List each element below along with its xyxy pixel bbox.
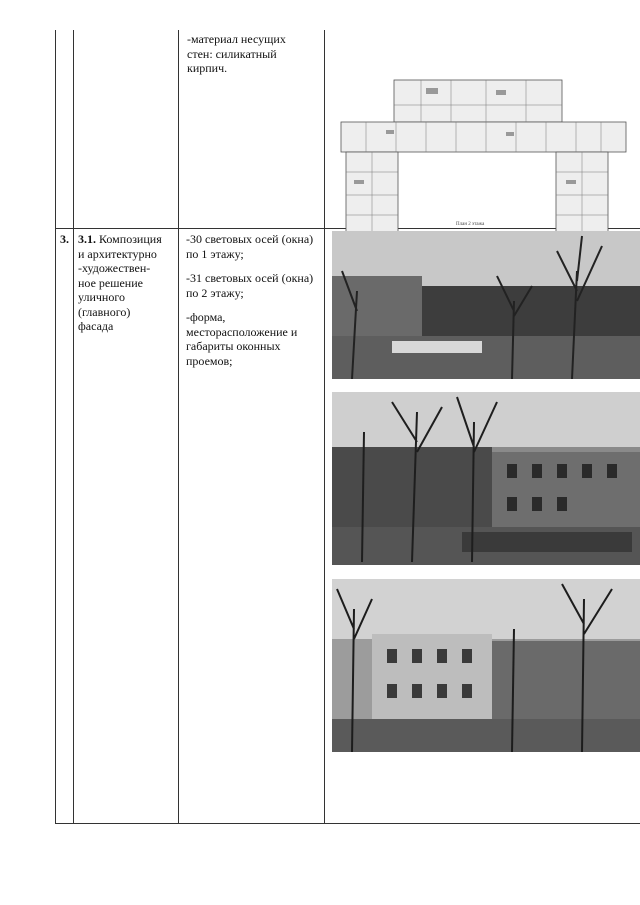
title-line: -художествен-: [78, 261, 151, 275]
row-number: 3.: [60, 232, 69, 246]
facade-photo-3: [332, 579, 640, 752]
title-line: ное решение: [78, 275, 143, 290]
title-line: Композиция: [96, 232, 162, 246]
item-windows-floor-1: -30 световых осей (окна) по 1 этажу;: [186, 232, 314, 261]
document-table: [55, 30, 640, 824]
desc-line: -материал несущих: [187, 32, 286, 46]
row-title: [78, 232, 178, 334]
item-windows-floor-2: -31 световых осей (окна) по 2 этажу;: [186, 271, 314, 300]
prev-row-description: [187, 32, 321, 76]
section-number: 3.1.: [78, 232, 96, 246]
col-line-1: [73, 30, 74, 823]
title-line: уличного: [78, 290, 125, 304]
row-items: [186, 232, 322, 378]
facade-photo-1: [332, 231, 640, 379]
desc-line: кирпич.: [187, 61, 228, 75]
title-line: и архитектурно: [78, 246, 157, 261]
plan-caption: План 2 этажа: [456, 222, 485, 227]
title-line: фасада: [78, 319, 114, 333]
item-window-openings: -форма, месторасположение и габариты оконных проемов;: [186, 310, 298, 368]
desc-line: стен: силикатный: [187, 46, 277, 61]
floor-plan-drawing: [326, 60, 639, 242]
facade-photo-2: [332, 392, 640, 565]
col-line-3: [324, 30, 325, 823]
title-line: (главного): [78, 304, 131, 319]
col-line-2: [178, 30, 179, 823]
